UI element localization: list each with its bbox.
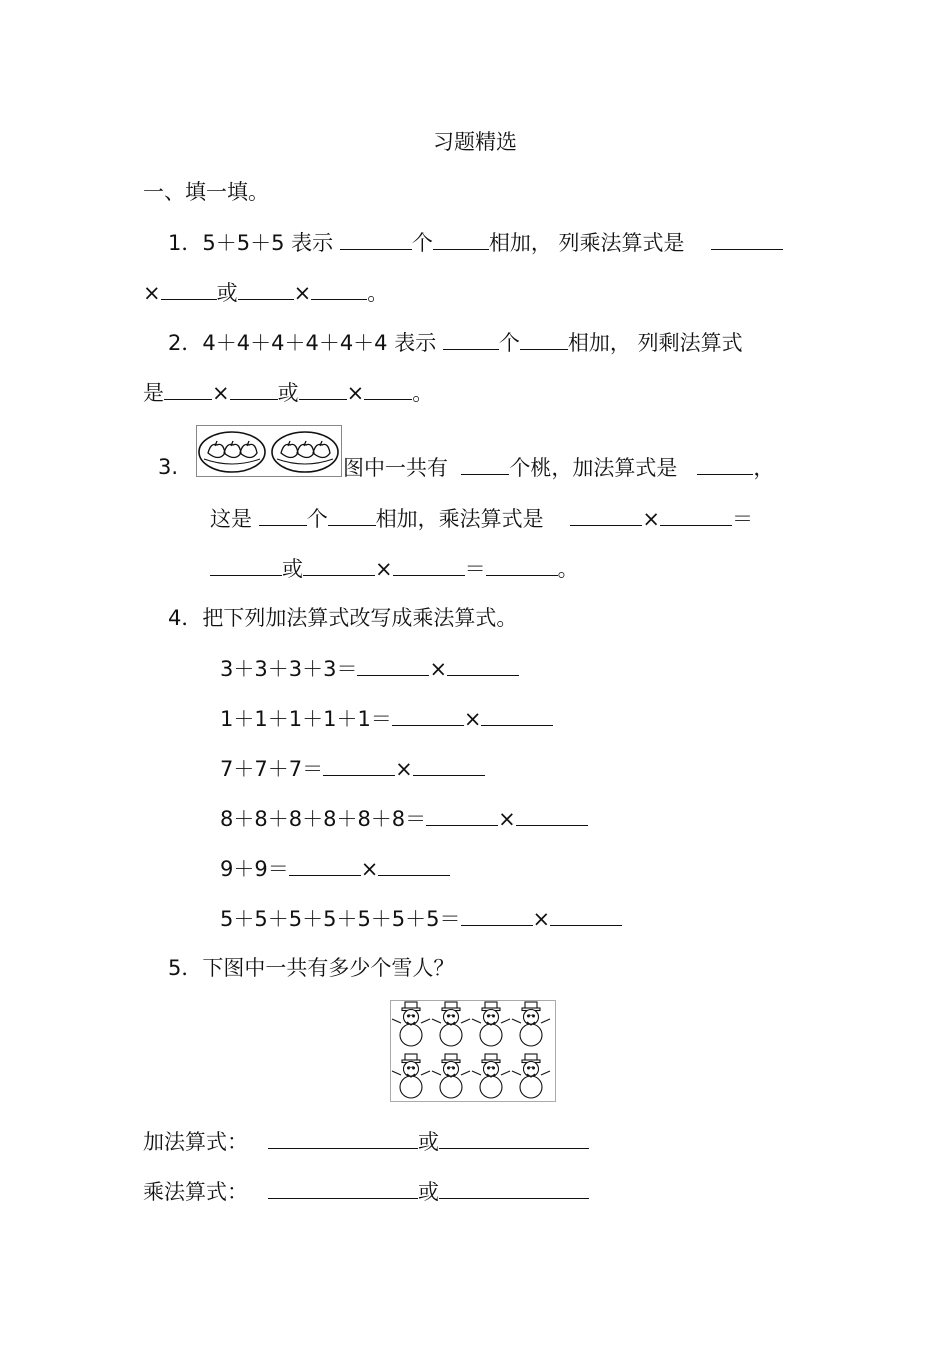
q4-blank[interactable] <box>289 854 361 876</box>
q5-text: 或 <box>418 1130 440 1154</box>
q4-expression: 7＋7＋7＝ <box>220 757 324 781</box>
q5-number: 5． <box>168 956 203 980</box>
q4-blank[interactable] <box>357 654 429 676</box>
equals-sign: ＝ <box>732 507 753 531</box>
q1-number: 1． <box>168 231 203 255</box>
q4-blank[interactable] <box>392 704 464 726</box>
question-5 <box>168 954 454 982</box>
q4-blank[interactable] <box>447 654 519 676</box>
q1-blank-2[interactable] <box>433 228 489 250</box>
q1-text: 列乘法算式是 <box>558 231 685 255</box>
q3-text: 。 <box>557 557 579 581</box>
q4-item <box>220 654 519 683</box>
q1-text: 。 <box>367 281 389 305</box>
page-title: 习题精选 <box>433 130 517 154</box>
q1-blank-3[interactable] <box>711 228 783 250</box>
q1-expression: 5＋5＋5 <box>202 231 285 255</box>
q3-text: 个 <box>306 507 328 531</box>
q2-blank-4[interactable] <box>230 378 278 400</box>
q2-blank-6[interactable] <box>364 378 412 400</box>
addition-label: 加法算式： <box>143 1130 248 1154</box>
q1-text: 或 <box>216 281 238 305</box>
q3-text: 或 <box>282 557 303 581</box>
q2-text: 是 <box>143 381 164 405</box>
times-sign: × <box>395 757 413 781</box>
q5-addition-blank-2[interactable] <box>439 1127 589 1149</box>
times-sign: × <box>463 707 482 731</box>
times-sign: × <box>375 557 393 581</box>
q1-text: 表示 <box>291 231 334 255</box>
peach-groups-icon <box>196 425 342 477</box>
times-sign: × <box>498 807 516 831</box>
q2-text: 表示 <box>394 331 437 355</box>
snowmen-icon <box>390 1000 556 1102</box>
q2-blank-1[interactable] <box>443 328 499 350</box>
q4-blank[interactable] <box>426 804 498 826</box>
q5-text: 下图中一共有多少个雪人？ <box>202 956 455 980</box>
q2-text: 或 <box>277 381 299 405</box>
times-sign: × <box>642 507 660 531</box>
q4-expression: 9＋9＝ <box>220 857 289 881</box>
multiplication-label: 乘法算式： <box>143 1180 248 1204</box>
q3-blank-7[interactable] <box>210 554 282 576</box>
q4-blank[interactable] <box>550 904 622 926</box>
q1-blank-1[interactable] <box>340 228 412 250</box>
q3-blank-3[interactable] <box>259 504 307 526</box>
times-sign: × <box>143 281 161 305</box>
q3-blank-9[interactable] <box>393 554 465 576</box>
q4-number: 4． <box>168 606 203 630</box>
question-3-line-2 <box>210 504 753 533</box>
q4-expression: 3＋3＋3＋3＝ <box>220 657 358 681</box>
q3-text: ， <box>753 456 775 480</box>
q4-item <box>220 854 450 883</box>
q1-text: 个 <box>411 231 433 255</box>
q2-number: 2． <box>168 331 203 355</box>
q2-blank-5[interactable] <box>299 378 347 400</box>
q4-blank[interactable] <box>323 754 395 776</box>
q4-blank[interactable] <box>378 854 450 876</box>
q5-text: 或 <box>418 1180 440 1204</box>
q4-blank[interactable] <box>413 754 485 776</box>
q3-blank-2[interactable] <box>697 453 753 475</box>
q1-blank-6[interactable] <box>311 278 367 300</box>
times-sign: × <box>346 381 365 405</box>
q4-item <box>220 704 553 733</box>
section-heading: 一、填一填。 <box>143 180 269 204</box>
q2-text: 列剩法算式 <box>637 331 743 355</box>
times-sign: × <box>360 857 379 881</box>
equals-sign: ＝ <box>464 557 486 581</box>
q5-multiplication-blank-1[interactable] <box>268 1177 418 1199</box>
q4-blank[interactable] <box>461 904 533 926</box>
q2-text: 。 <box>412 381 434 405</box>
question-3-line-1 <box>343 453 774 482</box>
q4-item <box>220 804 588 833</box>
question-2-line-2 <box>143 378 433 407</box>
q4-item <box>220 754 485 783</box>
question-4-instruction <box>168 604 517 632</box>
q2-text: 个 <box>498 331 520 355</box>
q5-addition-line <box>143 1127 589 1156</box>
question-3-line-3 <box>210 554 579 583</box>
q4-text: 把下列加法算式改写成乘法算式。 <box>202 606 518 630</box>
q3-blank-8[interactable] <box>303 554 375 576</box>
q4-expression: 1＋1＋1＋1＋1＝ <box>220 707 392 731</box>
q3-blank-4[interactable] <box>328 504 376 526</box>
q3-blank-10[interactable] <box>486 554 558 576</box>
times-sign: × <box>293 281 312 305</box>
q1-blank-4[interactable] <box>161 278 217 300</box>
q3-blank-1[interactable] <box>461 453 509 475</box>
question-2-line-1 <box>168 328 743 357</box>
q4-expression: 5＋5＋5＋5＋5＋5＋5＝ <box>220 907 461 931</box>
q2-blank-3[interactable] <box>164 378 212 400</box>
q3-text: 相加，乘法算式是 <box>375 507 544 531</box>
q2-blank-2[interactable] <box>520 328 568 350</box>
q5-multiplication-line <box>143 1177 589 1206</box>
q5-addition-blank-1[interactable] <box>268 1127 418 1149</box>
q3-text: 个桃，加法算式是 <box>509 456 678 480</box>
q1-blank-5[interactable] <box>238 278 294 300</box>
times-sign: × <box>532 907 551 931</box>
q4-blank[interactable] <box>481 704 553 726</box>
question-1-line-1 <box>168 228 783 257</box>
q5-multiplication-blank-2[interactable] <box>439 1177 589 1199</box>
q4-blank[interactable] <box>516 804 588 826</box>
q4-expression: 8＋8＋8＋8＋8＋8＝ <box>220 807 427 831</box>
q1-text: 相加， <box>488 231 552 255</box>
times-sign: × <box>429 657 448 681</box>
question-1-line-2 <box>143 278 388 307</box>
q3-blank-6[interactable] <box>660 504 732 526</box>
q2-expression: 4＋4＋4＋4＋4＋4 <box>202 331 388 355</box>
q3-number: 3. <box>158 455 179 479</box>
q3-blank-5[interactable] <box>570 504 642 526</box>
q3-text: 图中一共有 <box>343 456 448 480</box>
q4-item <box>220 904 622 933</box>
q2-text: 相加， <box>567 331 631 355</box>
times-sign: × <box>212 381 230 405</box>
q3-text: 这是 <box>210 507 252 531</box>
